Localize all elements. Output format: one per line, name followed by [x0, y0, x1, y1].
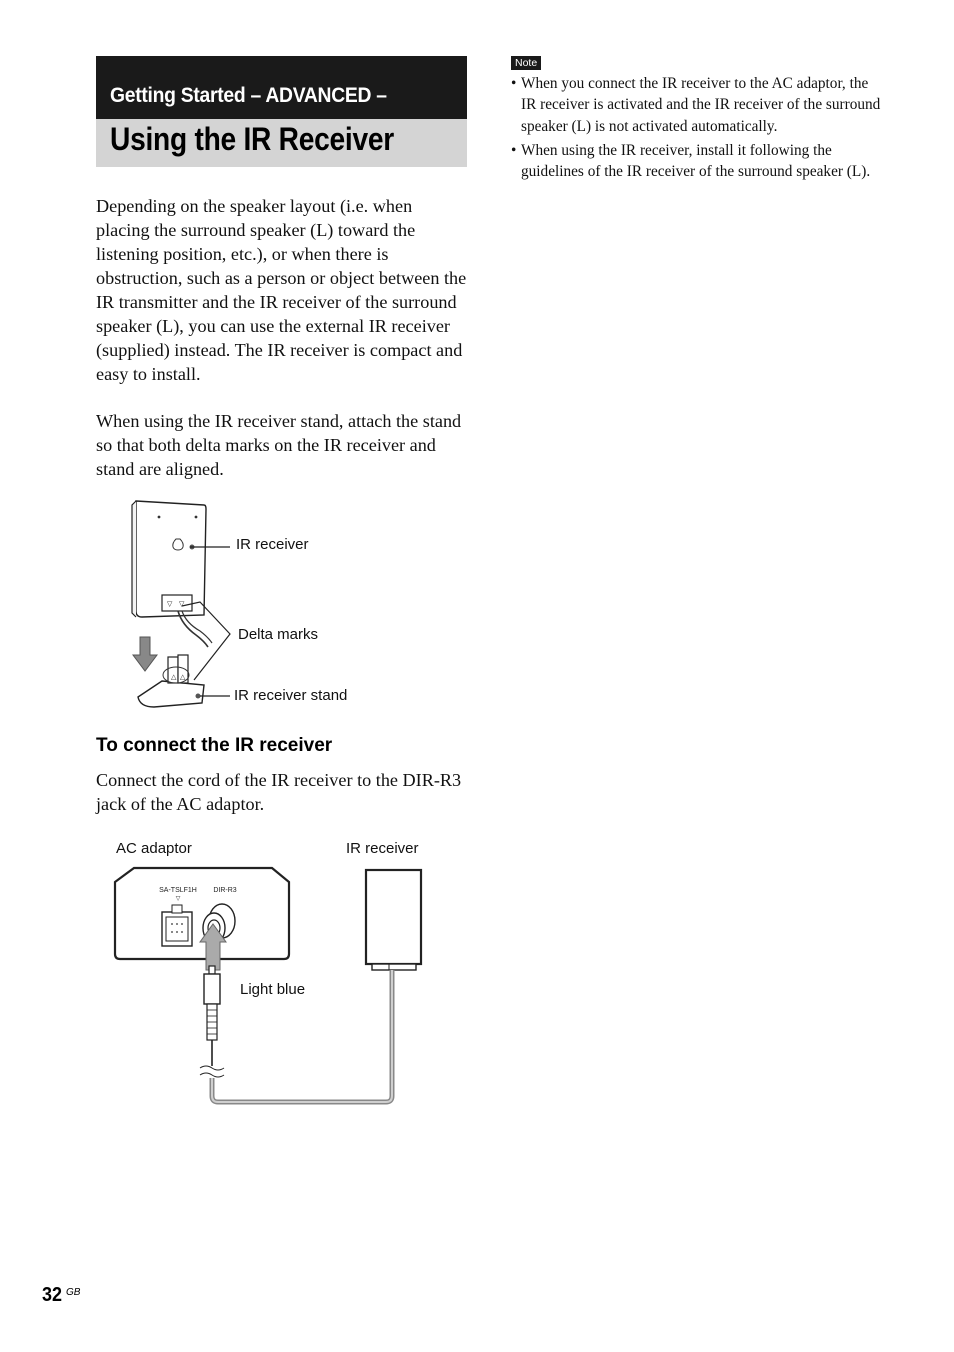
page-number: 32 [42, 1284, 63, 1306]
note-badge: Note [511, 56, 541, 70]
stand-figure-leader-lines [180, 530, 240, 705]
svg-text:△: △ [171, 674, 177, 681]
note-text: When using the IR receiver, install it following the guidelines of the IR receiver of the surround speaker (L). [521, 142, 871, 181]
intro-paragraph-1: Depending on the speaker layout (i.e. when placing the surround speaker (L) toward the listening position, etc.), or when there is obstruction, such as a person or object between the IR transmitter and the IR receiver of the surround speaker (L), you can use the external IR receiver (supplied) instead. The IR receiver is compact and easy to install. [96, 196, 467, 384]
label-light-blue: Light blue [240, 981, 306, 998]
svg-text:▽: ▽ [167, 601, 173, 608]
port-label-dir: DIR-R3 [213, 887, 237, 894]
label-ir-receiver-connect: IR receiver [346, 840, 419, 857]
connect-instructions: Connect the cord of the IR receiver to the DIR-R3 jack of the AC adaptor. [96, 770, 462, 814]
note-item-1 [511, 73, 881, 137]
svg-text:△: △ [180, 674, 186, 681]
note-text: When you connect the IR receiver to the AC adaptor, the IR receiver is activated and the IR receiver of the surround speaker (L) is not activated automatically. [521, 75, 881, 135]
label-delta-marks: Delta marks [238, 626, 319, 643]
page-number-suffix: GB [66, 1287, 81, 1298]
page-title: Using the IR Receiver [110, 121, 394, 157]
subsection-heading: To connect the IR receiver [96, 735, 333, 756]
svg-text:▽: ▽ [175, 896, 181, 902]
bullet-icon: • [511, 75, 517, 92]
svg-text:▽: ▽ [179, 601, 185, 608]
intro-paragraph-2: When using the IR receiver stand, attach the stand so that both delta marks on the IR receiver and stand are aligned. [96, 411, 462, 479]
label-ir-receiver-stand: IR receiver stand [234, 687, 348, 704]
port-label-sa: SA-TSLF1H [159, 887, 197, 894]
note-item-2 [511, 140, 881, 183]
bullet-icon: • [511, 142, 517, 159]
label-ac-adaptor: AC adaptor [116, 840, 192, 857]
label-ir-receiver: IR receiver [236, 536, 309, 553]
section-label: Getting Started – ADVANCED – [110, 84, 387, 107]
